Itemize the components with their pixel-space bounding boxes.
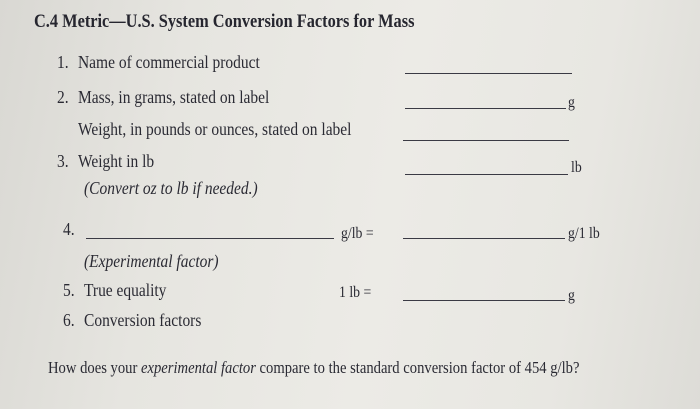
weight-lb-field[interactable] [405, 174, 568, 175]
item-3-number: 3. [57, 151, 69, 171]
item-4-middle: g/lb = [341, 225, 374, 242]
item-1-label: Name of commercial product [78, 52, 260, 72]
product-name-field[interactable] [405, 73, 572, 74]
item-4-note: (Experimental factor) [84, 251, 219, 271]
grams-per-lb-field[interactable] [403, 238, 565, 239]
item-2-unit: g [568, 94, 575, 111]
mass-grams-field[interactable] [405, 108, 566, 109]
question-text-after: compare to the standard conversion factor of 454 g/lb? [255, 358, 580, 377]
item-3-unit: lb [571, 159, 582, 176]
comparison-question [48, 359, 579, 376]
item-4-number: 4. [63, 219, 75, 239]
item-5-middle: 1 lb = [339, 284, 372, 301]
item-5-unit: g [568, 287, 575, 304]
item-2-label: Mass, in grams, stated on label [78, 87, 270, 107]
true-equality-field[interactable] [403, 300, 565, 301]
item-6-label: Conversion factors [84, 310, 202, 330]
item-5-number: 5. [63, 280, 75, 300]
item-5-label: True equality [84, 280, 167, 300]
item-6-number: 6. [63, 310, 75, 330]
weight-label-field[interactable] [403, 140, 569, 141]
item-1-number: 1. [57, 52, 69, 72]
item-2b-label: Weight, in pounds or ounces, stated on label [78, 119, 352, 139]
question-text-before: How does your [48, 358, 142, 377]
item-3-label: Weight in lb [78, 151, 155, 171]
experimental-factor-field[interactable] [86, 238, 334, 239]
item-2-number: 2. [57, 87, 69, 107]
page-title: C.4 Metric—U.S. System Conversion Factors for Mass [34, 11, 415, 32]
item-3-note: (Convert oz to lb if needed.) [84, 178, 258, 198]
question-emphasis: experimental factor [141, 358, 256, 377]
item-4-unit: g/1 lb [568, 225, 600, 242]
